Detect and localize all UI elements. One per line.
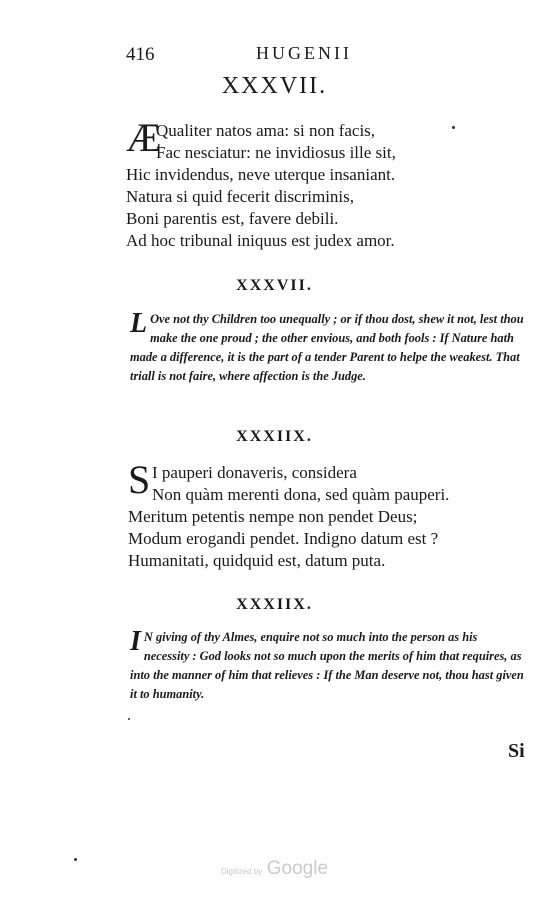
poem-2-line: Modum erogandi pendet. Indigno datum est ?	[128, 529, 439, 548]
poem-1-heading: XXXVII.	[221, 73, 328, 99]
poem-1-line: Qualiter natos ama: si non facis,	[156, 121, 376, 140]
ink-speck	[128, 718, 130, 720]
poem-2-line: Non quàm merenti dona, sed quàm pauperi.	[152, 485, 450, 504]
poem-2-line: I pauperi donaveris, considera	[152, 463, 357, 482]
translation-2-initial: I	[130, 626, 141, 657]
translation-1-text: Ove not thy Children too unequally ; or if thou dost, shew it not, lest thou make the one proud ; the other envious, and both fools : If Nature hath made a difference, it is the part of a tender Parent to helpe the weakest. That triall is not faire, where affection is the Judge.	[130, 312, 524, 383]
translation-2-paragraph	[130, 628, 525, 704]
poem-1-line: Boni parentis est, favere debili.	[126, 209, 339, 228]
poem-2-initial: S	[128, 457, 151, 502]
translation-1-paragraph	[130, 310, 525, 386]
watermark-prefix: Digitized by	[220, 867, 263, 876]
poem-1-line: Ad hoc tribunal iniquus est judex amor.	[126, 231, 395, 250]
poem-1-line: Natura si quid fecerit discriminis,	[126, 187, 355, 206]
translation-2-heading: XXXIIX.	[236, 596, 313, 613]
poem-2-heading: XXXIIX.	[236, 428, 313, 445]
catchword: Si	[508, 740, 525, 762]
translation-1-initial: L	[130, 308, 148, 339]
watermark-brand: Google	[266, 858, 329, 879]
page-number: 416	[126, 44, 155, 65]
translation-1-heading: XXXVII.	[236, 277, 313, 294]
poem-1-line: Hic invidendus, neve uterque insaniant.	[126, 165, 396, 184]
translation-2-text: N giving of thy Almes, enquire not so much into the person as his necessity : God looks not so much upon the merits of him that requires, as into the manner of him that relieves : If the Man deserve not, thou hast given it to humanity.	[130, 630, 524, 701]
poem-1-initial: Æ	[126, 115, 162, 160]
ink-speck	[452, 126, 455, 129]
running-head: HUGENII	[256, 43, 352, 63]
poem-2-line: Meritum petentis nempe non pendet Deus;	[128, 507, 418, 526]
poem-1-line: Fac nesciatur: ne invidiosus ille sit,	[156, 143, 396, 162]
poem-2-line: Humanitati, quidquid est, datum puta.	[128, 551, 386, 570]
digitization-watermark	[0, 858, 549, 880]
